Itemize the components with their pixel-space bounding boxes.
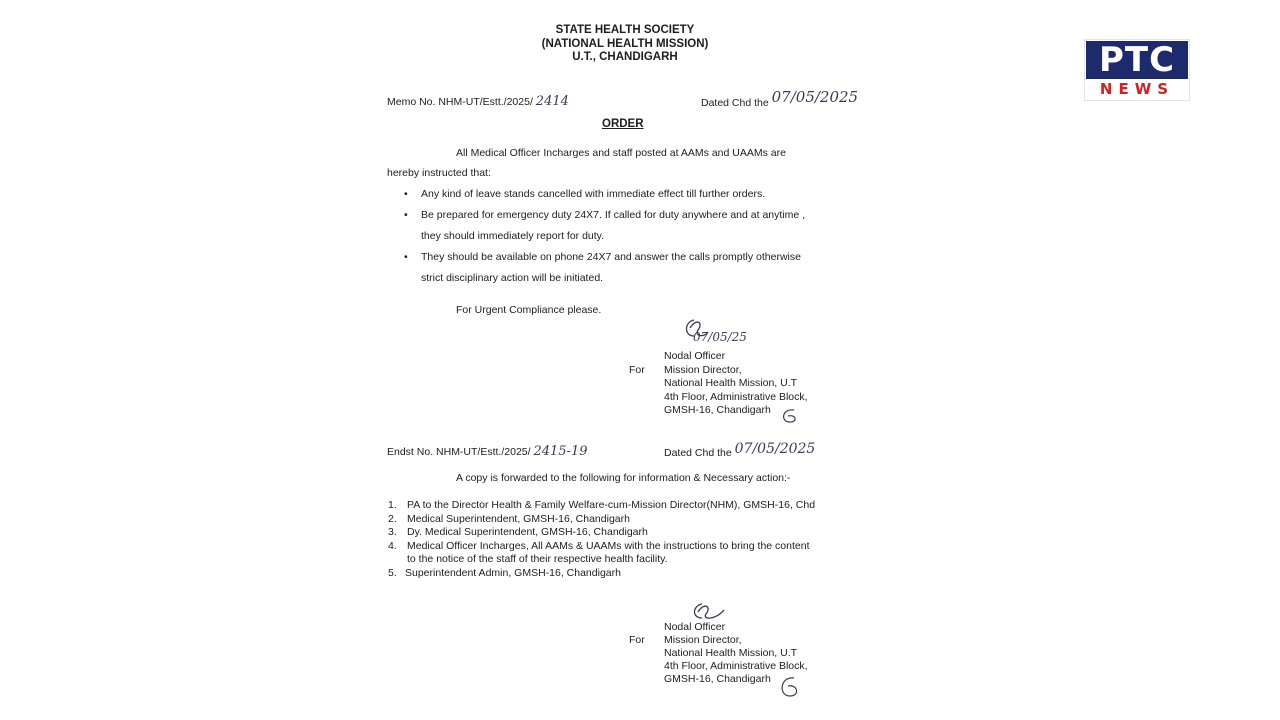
bullet-2-cont: they should immediately report for duty. [421, 230, 605, 242]
copy-forward-line: A copy is forwarded to the following for information & Necessary action:- [456, 472, 791, 484]
sig2-line-1: Nodal Officer [664, 621, 726, 633]
memo-dated-label: Dated Chd the [701, 97, 769, 109]
recipient-3: Dy. Medical Superintendent, GMSH-16, Chandigarh [407, 526, 648, 538]
signature-1-date: 07/05/25 [693, 330, 747, 344]
header-line-2: (NATIONAL HEALTH MISSION) [541, 38, 709, 50]
memo-number-label: Memo No. NHM-UT/Estt./2025/ [387, 96, 533, 108]
endst-number-label: Endst No. NHM-UT/Estt./2025/ [387, 446, 531, 458]
header-line-3: U.T., CHANDIGARH [572, 51, 678, 63]
recipient-3-num: 3. [388, 526, 397, 538]
recipient-4: Medical Officer Incharges, All AAMs & UAAMs with the instructions to bring the content [407, 540, 810, 552]
sig1-line-4: 4th Floor, Administrative Block, [664, 391, 808, 403]
intro-line-2: hereby instructed that: [387, 167, 491, 179]
intro-line-1: All Medical Officer Incharges and staff posted at AAMs and UAAMs are [456, 147, 786, 159]
recipient-4-num: 4. [388, 540, 397, 552]
signature-2-for: For [629, 634, 645, 646]
sig1-line-1: Nodal Officer [664, 350, 726, 362]
memo-date [701, 88, 859, 110]
sig2-line-5: GMSH-16, Chandigarh [664, 673, 771, 685]
signature-1-for: For [629, 364, 645, 376]
endst-date [664, 441, 816, 460]
recipient-2: Medical Superintendent, GMSH-16, Chandigarh [407, 513, 630, 525]
recipient-1-num: 1. [388, 499, 397, 511]
sig2-line-2: Mission Director, [664, 634, 742, 646]
endst-number [387, 444, 588, 459]
bullet-2: • Be prepared for emergency duty 24X7. If called for duty anywhere and at anytime , [421, 209, 805, 221]
memo-date-handwritten: 07/05/2025 [771, 88, 859, 106]
recipient-5: Superintendent Admin, GMSH-16, Chandigarh [405, 567, 621, 579]
sig2-line-4: 4th Floor, Administrative Block, [664, 660, 808, 672]
logo-bottom-text: NEWS [1099, 80, 1175, 98]
order-title: ORDER [602, 118, 644, 130]
bullet-3: • They should be available on phone 24X7 and answer the calls promptly otherwise [421, 251, 801, 263]
sig1-line-2: Mission Director, [664, 364, 742, 376]
bullet-3-cont: strict disciplinary action will be initiated. [421, 272, 604, 284]
sig1-line-3: National Health Mission, U.T [664, 377, 798, 389]
recipient-4-cont: to the notice of the staff of their respective health facility. [407, 553, 668, 565]
recipient-1: PA to the Director Health & Family Welfare-cum-Mission Director(NHM), GMSH-16, Chd [407, 499, 816, 511]
header-line-1: STATE HEALTH SOCIETY [555, 24, 695, 36]
sig2-line-3: National Health Mission, U.T [664, 647, 798, 659]
memo-number-handwritten: 2414 [535, 94, 569, 109]
endst-number-handwritten: 2415-19 [533, 444, 588, 459]
signature-1-flourish [778, 406, 800, 426]
recipient-2-num: 2. [388, 513, 397, 525]
endst-date-handwritten: 07/05/2025 [734, 441, 816, 457]
endst-dated-label: Dated Chd the [664, 447, 732, 459]
memo-number [387, 94, 569, 109]
ptc-news-logo [1084, 39, 1190, 101]
sig1-line-5: GMSH-16, Chandigarh [664, 404, 771, 416]
logo-top-text: PTC [1086, 41, 1188, 79]
recipient-5-num: 5. [388, 567, 397, 579]
signature-2-flourish [776, 674, 802, 700]
compliance-note: For Urgent Compliance please. [456, 304, 602, 316]
bullet-1: • Any kind of leave stands cancelled with immediate effect till further orders. [421, 188, 765, 200]
